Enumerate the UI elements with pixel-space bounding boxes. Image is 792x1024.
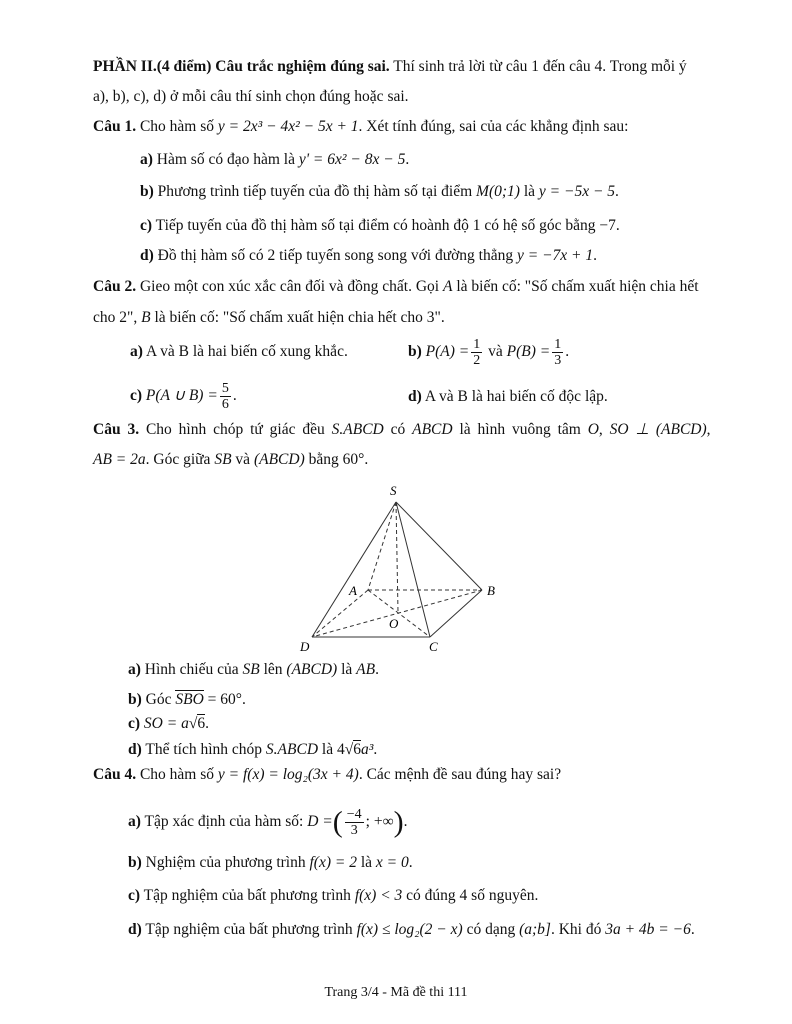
edge-SC [396, 502, 430, 637]
label-D: D [300, 639, 310, 654]
q2-option-c: c) P(A ∪ B) = $\frac{5}{6}$ . [130, 380, 237, 412]
question-3: Câu 3. Cho hình chóp tứ giác đều S.ABCD có ABCD là hình vuông tâm O, SO ⊥ (ABCD), [93, 421, 711, 438]
q4-option-a: a) Tập xác định của hàm số: D =( $\frac{-4}{3}$ ; +∞). [128, 805, 408, 839]
edge-AD [312, 590, 368, 637]
part-intro-2: a), b), c), d) ở mỗi câu thí sinh chọn đúng hoặc sai. [93, 88, 409, 105]
question-3-line-2: AB = 2a. Góc giữa SB và (ABCD) bằng 60°. [93, 451, 369, 468]
q4-option-d: d) Tập nghiệm của bất phương trình f(x) ≤ log₂(2 − x) có dạng (a;b]. Khi đó 3a + 4b = −6. [128, 921, 695, 938]
page-footer: Trang 3/4 - Mã đề thi 111 [324, 985, 468, 1000]
q1-option-b: b) Phương trình tiếp tuyến của đồ thị hàm số tại điểm M(0;1) là y = −5x − 5. [140, 183, 619, 200]
edge-SD [312, 502, 396, 637]
height-SO [396, 502, 398, 612]
label-C: C [429, 639, 438, 654]
diag-AC [368, 590, 430, 637]
question-1: Câu 1. Cho hàm số y = 2x³ − 4x² − 5x + 1. Xét tính đúng, sai của các khẳng định sau: [93, 118, 629, 135]
label-B: B [487, 583, 495, 598]
edge-CB [430, 590, 482, 637]
label-A: A [349, 583, 357, 598]
q3-option-b: b) Góc SBO = 60°. [128, 691, 246, 708]
q1-option-a: a) Hàm số có đạo hàm là y' = 6x² − 8x − 5. [140, 151, 410, 168]
q2-option-b: b) P(A) = $\frac{1}{2}$ và P(B) = $\frac{1}{3}$ . [408, 336, 570, 368]
question-4: Câu 4. Cho hàm số y = f(x) = log₂(3x + 4). Các mệnh đề sau đúng hay sai? [93, 766, 562, 783]
q3-option-d: d) Thể tích hình chóp S.ABCD là 4√6a³. [128, 741, 378, 758]
q1-option-d: d) Đồ thị hàm số có 2 tiếp tuyến song song với đường thẳng y = −7x + 1. [140, 247, 597, 264]
question-2-line-2: cho 2", B là biến cố: "Số chấm xuất hiện chia hết cho 3". [93, 309, 445, 326]
q4-option-c: c) Tập nghiệm của bất phương trình f(x) < 3 có đúng 4 số nguyên. [128, 887, 539, 904]
q1-option-c: c) Tiếp tuyến của đồ thị hàm số tại điểm có hoành độ 1 có hệ số góc bằng −7. [140, 217, 620, 234]
q2-option-d: d) A và B là hai biến cố độc lập. [408, 388, 608, 405]
q3-option-a: a) Hình chiếu của SB lên (ABCD) là AB. [128, 661, 379, 678]
part-intro: PHẦN II.(4 điểm) Câu trắc nghiệm đúng sai. Thí sinh trả lời từ câu 1 đến câu 4. Trong mỗi ý [93, 58, 687, 75]
edge-SB [396, 502, 482, 590]
question-2: Câu 2. Gieo một con xúc xắc cân đối và đồng chất. Gọi A là biến cố: "Số chấm xuất hiện chia hết [93, 278, 699, 295]
q3-option-c: c) SO = a√6. [128, 715, 209, 732]
label-S: S [390, 483, 397, 498]
q4-option-b: b) Nghiệm của phương trình f(x) = 2 là x = 0. [128, 854, 413, 871]
q2-option-a: a) A và B là hai biến cố xung khắc. [130, 343, 348, 360]
edge-SA [368, 502, 396, 590]
label-O: O [389, 616, 399, 631]
